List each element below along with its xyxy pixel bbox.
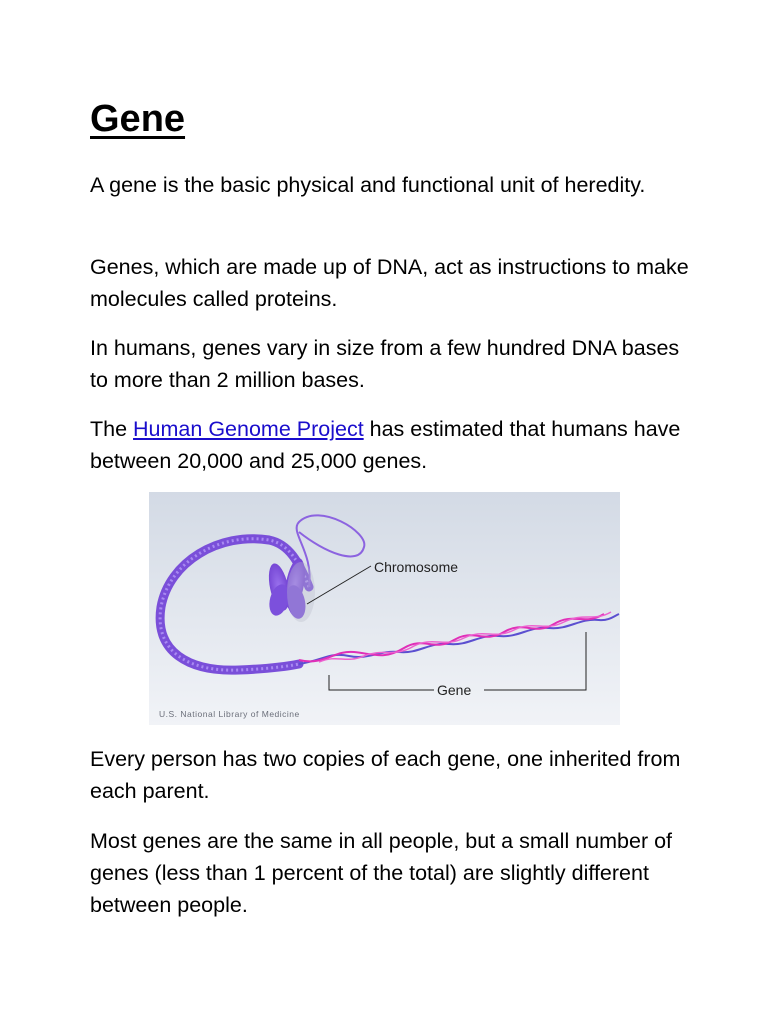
chromosome-gene-figure [149, 492, 620, 725]
paragraph-two-copies: Every person has two copies of each gene, one inherited from each parent. [90, 747, 681, 803]
paragraph-genome-project-tail: has estimated that humans have between 20,000 and 25,000 genes. [90, 417, 681, 473]
paragraph-genome-project-lead: The [90, 417, 134, 441]
chromosome-label: Chromosome [374, 559, 459, 575]
paragraph-dna-instructions: Genes, which are made up of DNA, act as instructions to make molecules called proteins. [90, 255, 689, 311]
gene-label: Gene [437, 682, 472, 698]
human-genome-project-link[interactable]: Human Genome Project [133, 417, 364, 441]
figure-credit: U.S. National Library of Medicine [159, 709, 300, 719]
paragraph-genome-project [90, 413, 690, 477]
paragraph-variation: Most genes are the same in all people, but a small number of genes (less than 1 percent of the total) are slightly different between people. [90, 829, 673, 917]
page-title: Gene [90, 98, 186, 140]
paragraph-gene-size: In humans, genes vary in size from a few hundred DNA bases to more than 2 million bases. [90, 336, 680, 392]
paragraph-definition: A gene is the basic physical and functional unit of heredity. [90, 173, 646, 197]
